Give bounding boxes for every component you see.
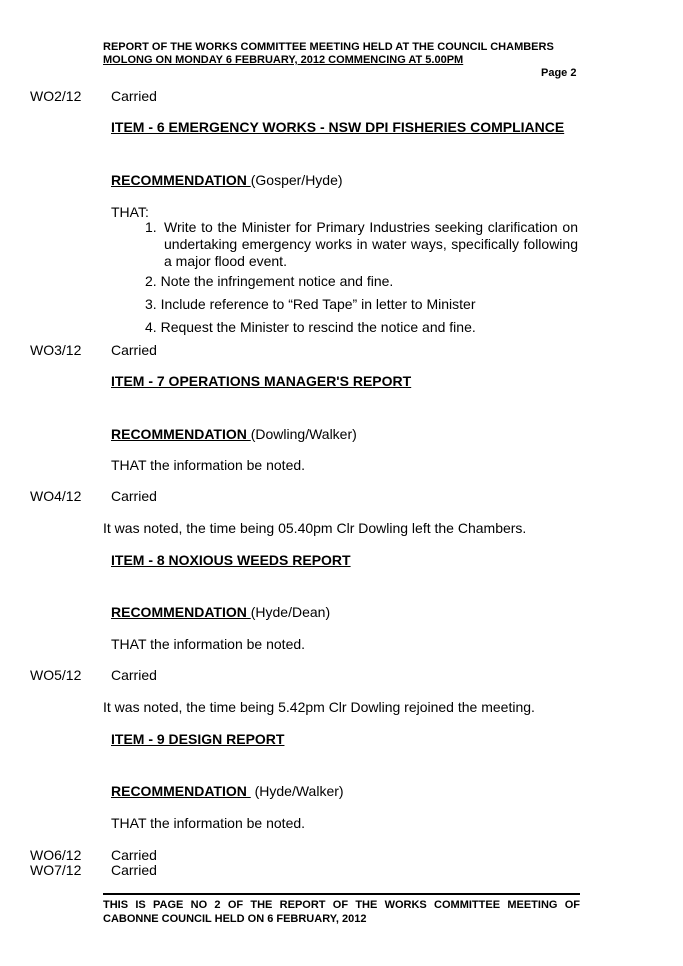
list-number: 2. xyxy=(145,273,157,289)
list-text: Include reference to “Red Tape” in letter to Minister xyxy=(160,296,476,312)
item-6-list-item-2 xyxy=(145,273,393,290)
minute-ref-wo6: WO6/12 xyxy=(30,847,82,863)
item-9-that: THAT the information be noted. xyxy=(111,815,306,831)
minute-text-wo7: Carried xyxy=(111,862,157,878)
recommendation-label: RECOMMENDATION xyxy=(111,604,251,620)
item-8-recommendation xyxy=(111,604,330,621)
item-6-that: THAT: xyxy=(111,204,149,220)
minute-ref-wo3: WO3/12 xyxy=(30,342,82,358)
list-number: 1. xyxy=(145,219,157,235)
item-7-that: THAT the information be noted. xyxy=(111,457,306,473)
item-6-recommendation xyxy=(111,172,343,189)
minute-text-wo4: Carried xyxy=(111,488,157,504)
list-number: 3. xyxy=(145,296,157,312)
item-8-title: ITEM - 8 NOXIOUS WEEDS REPORT xyxy=(111,552,351,568)
list-text: Write to the Minister for Primary Industries seeking clarification on undertaking emergency works in water ways, specifically following a major flood event. xyxy=(164,219,578,269)
note-dowling-rejoined: It was noted, the time being 5.42pm Clr Dowling rejoined the meeting. xyxy=(103,699,535,715)
page-number: Page 2 xyxy=(541,67,577,79)
minute-ref-wo5: WO5/12 xyxy=(30,667,82,683)
recommendation-label: RECOMMENDATION xyxy=(111,783,251,799)
recommendation-label: RECOMMENDATION xyxy=(111,172,251,188)
minute-text-wo2: Carried xyxy=(111,88,157,104)
recommendation-movers: (Hyde/Dean) xyxy=(250,604,331,620)
report-header-line-1: REPORT OF THE WORKS COMMITTEE MEETING HELD AT THE COUNCIL CHAMBERS xyxy=(103,41,554,53)
note-dowling-left: It was noted, the time being 05.40pm Clr Dowling left the Chambers. xyxy=(103,520,527,536)
minute-text-wo3: Carried xyxy=(111,342,157,358)
item-9-title: ITEM - 9 DESIGN REPORT xyxy=(111,731,285,747)
recommendation-movers: (Gosper/Hyde) xyxy=(250,172,343,188)
recommendation-label: RECOMMENDATION xyxy=(111,426,251,442)
item-6-title: ITEM - 6 EMERGENCY WORKS - NSW DPI FISHERIES COMPLIANCE xyxy=(111,119,565,135)
item-7-recommendation xyxy=(111,426,357,443)
report-header-line-2: MOLONG ON MONDAY 6 FEBRUARY, 2012 COMMENCING AT 5.00PM xyxy=(103,54,464,66)
item-9-recommendation xyxy=(111,783,344,800)
list-number: 4. xyxy=(145,319,157,335)
item-6-list-item-4 xyxy=(145,319,476,336)
minute-text-wo5: Carried xyxy=(111,667,157,683)
recommendation-movers: (Hyde/Walker) xyxy=(250,783,344,799)
footer-text: THIS IS PAGE NO 2 OF THE REPORT OF THE WORKS COMMITTEE MEETING OF CABONNE COUNCIL HELD ON 6 FEBRUARY, 2012 xyxy=(103,899,580,925)
item-8-that: THAT the information be noted. xyxy=(111,636,306,652)
minute-ref-wo2: WO2/12 xyxy=(30,88,82,104)
footer-divider xyxy=(103,893,580,895)
minute-ref-wo7: WO7/12 xyxy=(30,862,82,878)
item-6-list-item-3 xyxy=(145,296,475,313)
item-6-list-item-1 xyxy=(145,219,578,270)
list-text: Request the Minister to rescind the notice and fine. xyxy=(160,319,476,335)
minute-text-wo6: Carried xyxy=(111,847,157,863)
item-7-title: ITEM - 7 OPERATIONS MANAGER'S REPORT xyxy=(111,373,412,389)
recommendation-movers: (Dowling/Walker) xyxy=(250,426,357,442)
list-text: Note the infringement notice and fine. xyxy=(160,273,394,289)
minute-ref-wo4: WO4/12 xyxy=(30,488,82,504)
